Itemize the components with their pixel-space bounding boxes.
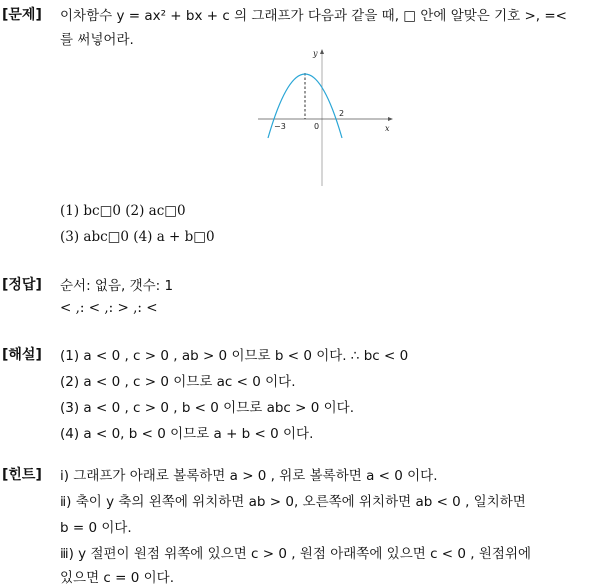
hint-line-4: ⅲ) y 절편이 원점 위쪽에 있으면 c > 0 , 원점 아래쪽에 있으면 c < 0 , 원점위에 — [60, 546, 532, 562]
origin-label: 0 — [314, 122, 320, 131]
hint-line-1: ⅰ) 그래프가 아래로 볼록하면 a > 0 , 위로 볼록하면 a < 0 이다. — [60, 468, 438, 484]
problem-line-2: 를 써넣어라. — [60, 32, 134, 48]
right-root-label: 2 — [339, 109, 345, 118]
problem-items-row-1: (1) bc□0 (2) ac□0 — [60, 203, 186, 219]
answer-line-1: 순서: 없음, 갯수: 1 — [60, 278, 174, 294]
solution-tag: [해설] — [2, 347, 42, 363]
y-axis-label: y — [313, 49, 318, 58]
y-axis-arrow — [320, 49, 324, 54]
hint-line-2: ⅱ) 축이 y 축의 왼쪽에 위치하면 ab > 0, 오른쪽에 위치하면 ab < 0 , 일치하면 — [60, 494, 526, 510]
solution-line-4: (4) a < 0, b < 0 이므로 a + b < 0 이다. — [60, 426, 314, 442]
parabola-graph — [254, 46, 396, 188]
answer-tag: [정답] — [2, 277, 42, 293]
answer-line-2: < ,: < ,: > ,: < — [60, 300, 158, 316]
problem-line-1: 이차함수 y = ax² + bx + c 의 그래프가 다음과 같을 때, □ 안에 알맞은 기호 >, =< — [60, 8, 567, 24]
solution-line-2: (2) a < 0 , c > 0 이므로 ac < 0 이다. — [60, 374, 296, 390]
problem-tag: [문제] — [2, 7, 42, 23]
left-root-label: −3 — [274, 122, 286, 131]
x-axis-arrow — [388, 117, 393, 121]
problem-items-row-2: (3) abc□0 (4) a + b□0 — [60, 229, 215, 245]
solution-line-1: (1) a < 0 , c > 0 , ab > 0 이므로 b < 0 이다. ∴ bc < 0 — [60, 348, 409, 364]
solution-line-3: (3) a < 0 , c > 0 , b < 0 이므로 abc > 0 이다. — [60, 400, 354, 416]
hint-line-5: 있으면 c = 0 이다. — [60, 570, 174, 586]
hint-tag: [힌트] — [2, 467, 42, 483]
hint-line-3: b = 0 이다. — [60, 520, 132, 536]
x-axis-label: x — [385, 124, 390, 133]
